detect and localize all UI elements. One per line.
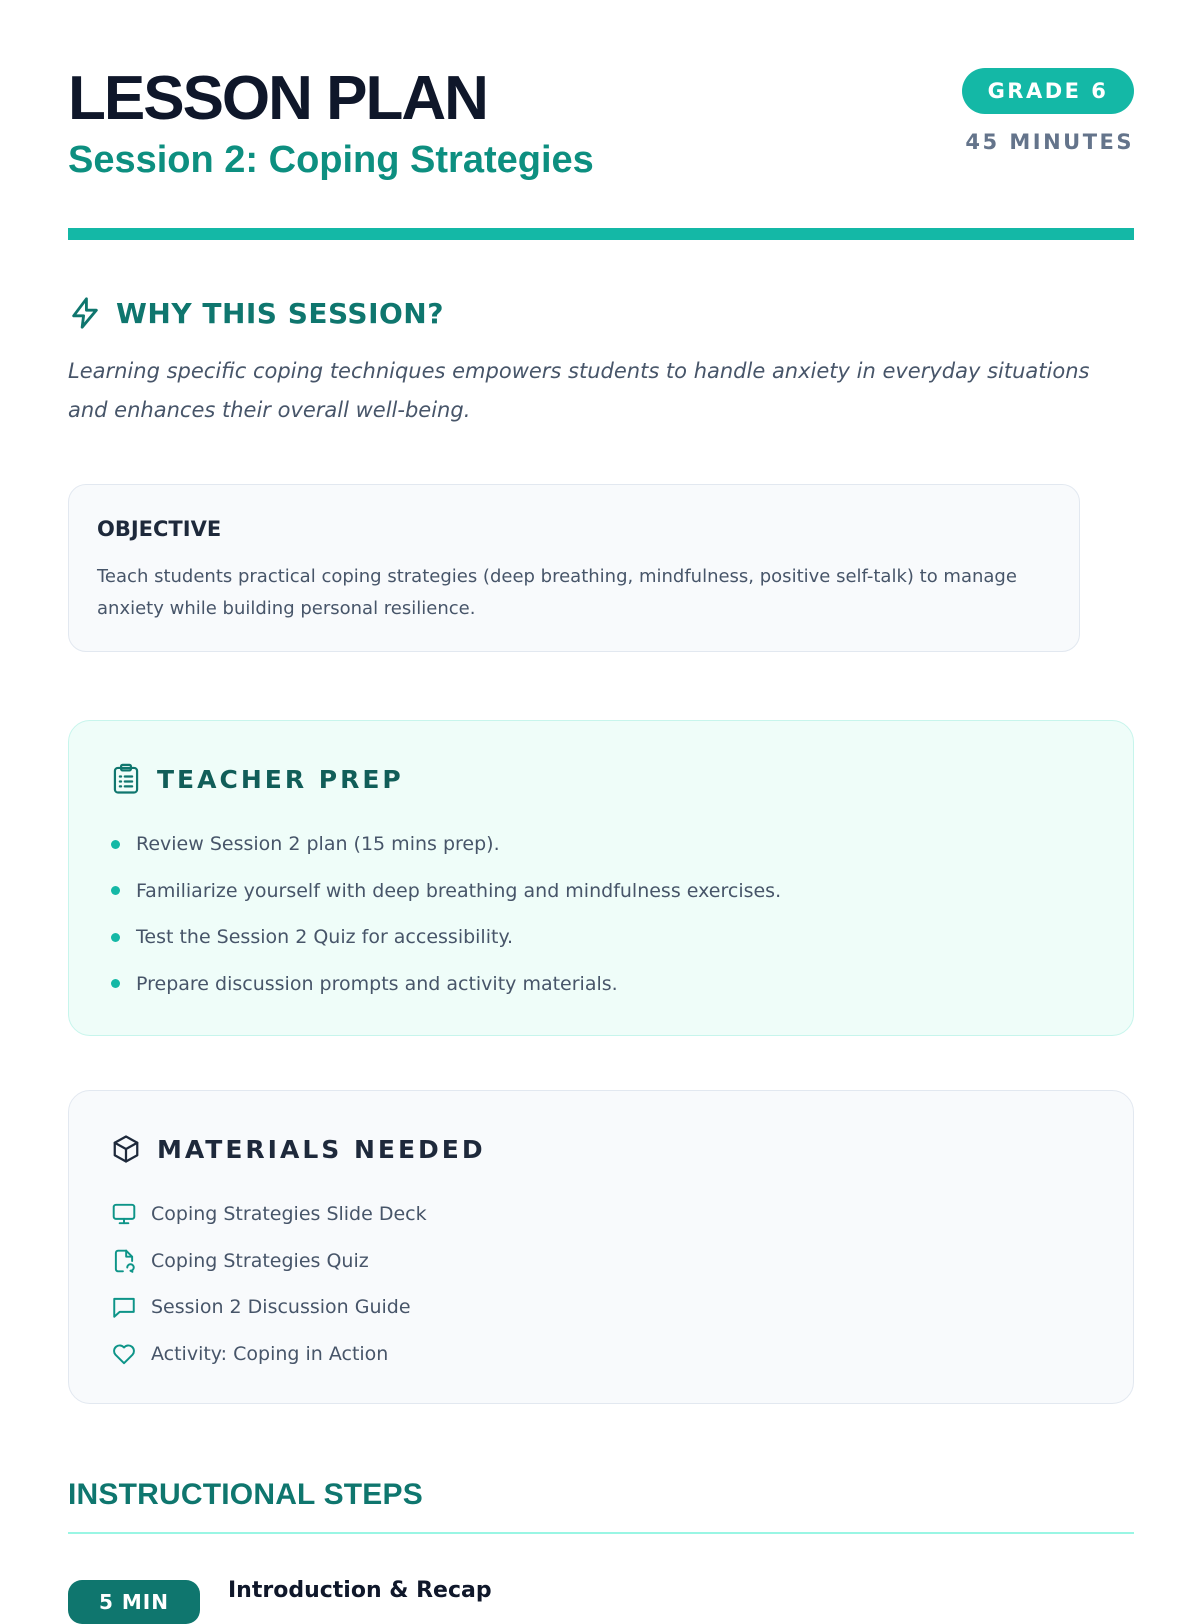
why-title: WHY THIS SESSION?: [116, 296, 444, 330]
objective-card: [68, 484, 1080, 652]
list-item: [111, 1331, 1091, 1378]
instructional-steps-title: INSTRUCTIONAL STEPS: [68, 1478, 423, 1511]
lightning-icon: [68, 296, 102, 330]
bullet-dot: [111, 840, 120, 849]
chat-bubble-icon: [111, 1294, 137, 1320]
why-text: Learning specific coping techniques empowers students to handle anxiety in everyday situations and enhances their overall well-being.: [68, 359, 1090, 422]
list-item: [111, 868, 1091, 915]
grade-badge: GRADE 6: [962, 68, 1134, 114]
teacher-prep-card: [68, 720, 1134, 1036]
list-item: [111, 821, 1091, 868]
materials-title: MATERIALS NEEDED: [157, 1134, 486, 1164]
objective-title: OBJECTIVE: [97, 517, 222, 541]
list-item: [111, 961, 1091, 1008]
step-title: Introduction & Recap: [228, 1578, 492, 1603]
list-item: [111, 1284, 1091, 1331]
clipboard-icon: [111, 763, 141, 795]
material-item-label: Coping Strategies Quiz: [151, 1249, 369, 1272]
step-duration-badge: 5 MIN: [68, 1580, 200, 1624]
quiz-document-icon: [111, 1248, 137, 1274]
materials-list: [111, 1191, 1091, 1377]
duration-label: 45 MINUTES: [965, 130, 1134, 154]
page-title: LESSON PLAN: [68, 64, 487, 133]
header: [68, 60, 1134, 200]
monitor-icon: [111, 1201, 137, 1227]
teacher-prep-title: TEACHER PREP: [157, 764, 404, 794]
steps-divider: [68, 1532, 1134, 1534]
session-subtitle: Session 2: Coping Strategies: [68, 139, 594, 181]
teacher-prep-header: [111, 763, 1091, 795]
lesson-plan-page: [68, 0, 1134, 1614]
heart-icon: [111, 1341, 137, 1367]
material-item-label: Coping Strategies Slide Deck: [151, 1203, 427, 1226]
prep-item-label: Review Session 2 plan (15 mins prep).: [136, 833, 500, 856]
bullet-dot: [111, 886, 120, 895]
materials-card: [68, 1090, 1134, 1404]
list-item: [111, 914, 1091, 961]
list-item: [111, 1191, 1091, 1238]
prep-item-label: Familiarize yourself with deep breathing and mindfulness exercises.: [136, 879, 782, 902]
prep-item-label: Test the Session 2 Quiz for accessibility.: [136, 926, 514, 949]
bullet-dot: [111, 979, 120, 988]
objective-text: Teach students practical coping strategies (deep breathing, mindfulness, positive self-talk) to manage anxiety while building personal resilience.: [97, 566, 1017, 619]
box-icon: [111, 1133, 141, 1165]
material-item-label: Activity: Coping in Action: [151, 1342, 389, 1365]
teacher-prep-list: [111, 821, 1091, 1007]
header-divider: [68, 228, 1134, 240]
prep-item-label: Prepare discussion prompts and activity materials.: [136, 972, 618, 995]
why-section-header: [68, 296, 444, 330]
bullet-dot: [111, 933, 120, 942]
material-item-label: Session 2 Discussion Guide: [151, 1296, 411, 1319]
list-item: [111, 1238, 1091, 1285]
materials-header: [111, 1133, 1091, 1165]
